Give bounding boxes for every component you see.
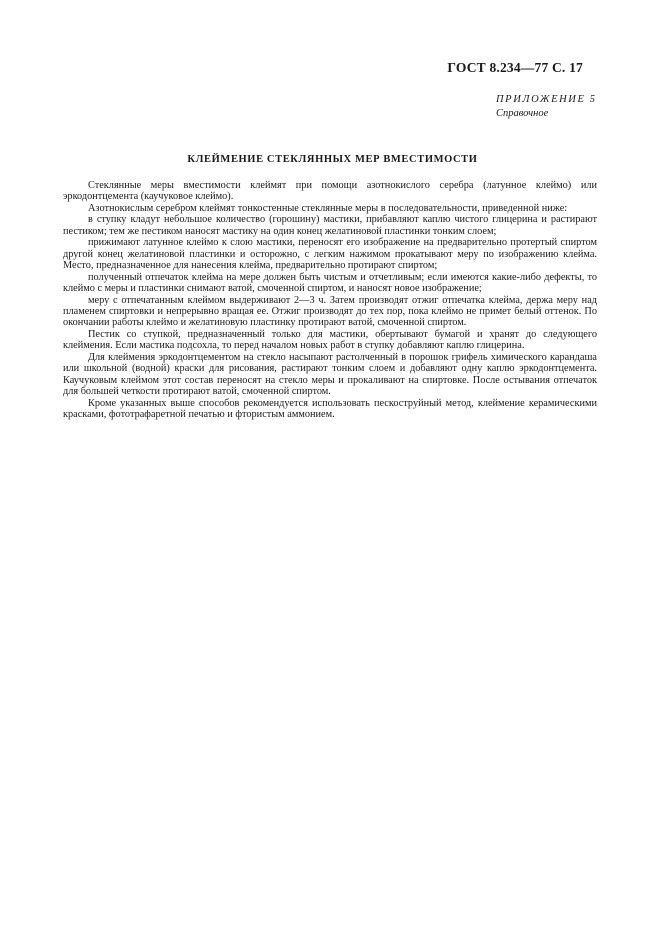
paragraph: полученный отпечаток клейма на мере должен быть чистым и отчетливым; если имеются какие-либо дефекты, то клеймо с меры и пластинки снимают ватой, смоченной спиртом, и наносят новое изображение; xyxy=(63,271,597,295)
paragraph: Пестик со ступкой, предназначенный только для мастики, обертывают бумагой и хранят до следующего клеймения. Если мастика подсохла, то перед началом новых работ в ступку добавляют каплю глицерина. xyxy=(63,328,597,352)
paragraph: в ступку кладут небольшое количество (горошину) мастики, прибавляют каплю чистого глицерина и растирают пестиком; тем же пестиком наносят мастику на один конец желатиновой пластинки тонким слоем; xyxy=(63,214,597,237)
paragraph: Стеклянные меры вместимости клеймят при помощи азотнокислого серебра (латунное клеймо) или эркодонтцемента (каучуковое клеймо). xyxy=(63,180,597,203)
paragraph: Кроме указанных выше способов рекомендуется использовать пескоструйный метод, клеймение керамическими красками, фототрафаретной печатью и фтористым аммонием. xyxy=(63,397,597,421)
standard-code: ГОСТ 8.234—77 С. 17 xyxy=(447,60,583,75)
paragraph: прижимают латунное клеймо к слою мастики, переносят его изображение на предварительно протертый спиртом другой конец желатиновой пластинки и осторожно, с легким нажимом прокатывают меру по изображению клейма. Место, предназначенное для нанесения клейма, предварительно протирают спиртом; xyxy=(63,237,597,272)
paragraph: Для клеймения эркодонтцементом на стекло насыпают растолченный в порошок грифель химического карандаша или школьной (водной) краски для рисования, растирают тонким слоем и добавляют одну каплю эркодонтцемента. Каучуковым клеймом этот состав переносят на стекло меры и прокаливают на спиртовке. После остывания отпечаток для большей четкости протирают ватой, смоченной спиртом. xyxy=(63,351,597,398)
appendix-label: ПРИЛОЖЕНИЕ 5 xyxy=(496,94,597,105)
appendix-type: Справочное xyxy=(496,108,549,119)
body-text xyxy=(63,180,597,421)
paragraph: меру с отпечатанным клеймом выдерживают 2—3 ч. Затем производят отжиг отпечатка клейма, держа меру над пламенем спиртовки и непрерывно вращая ее. Отжиг производят до тех пор, пока клеймо не примет белый оттенок. По окончании работы клеймо и желатиновую пластинку протирают ватой, смоченной спиртом. xyxy=(63,294,597,329)
section-title: КЛЕЙМЕНИЕ СТЕКЛЯННЫХ МЕР ВМЕСТИМОСТИ xyxy=(187,154,478,165)
paragraph: Азотнокислым серебром клеймят тонкостенные стеклянные меры в последовательности, приведенной ниже: xyxy=(88,202,568,214)
